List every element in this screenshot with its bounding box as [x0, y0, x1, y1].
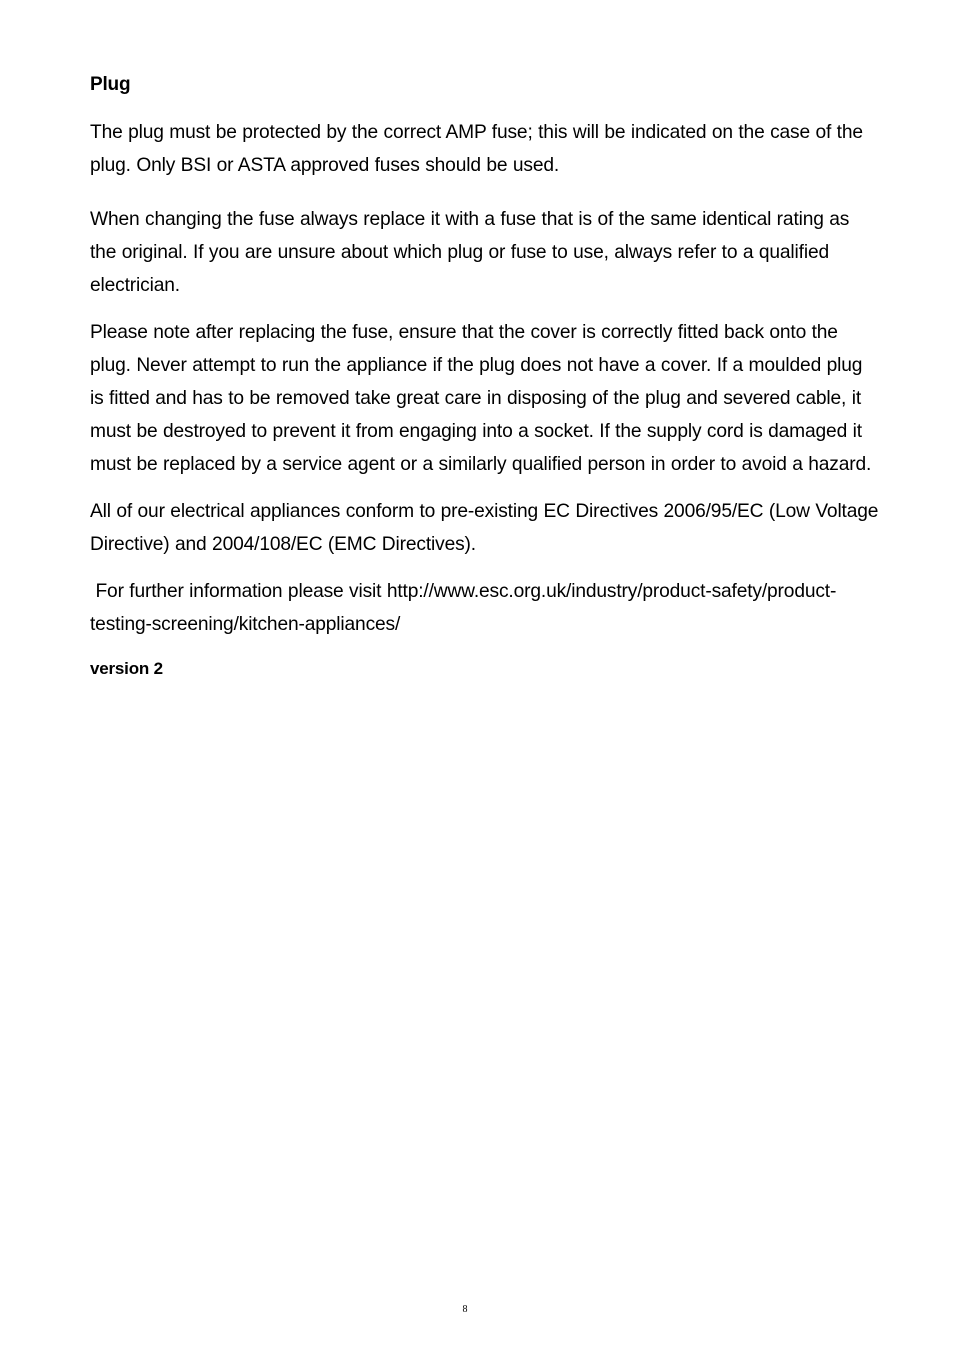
- paragraph-ec-directives: All of our electrical appliances conform to pre-existing EC Directives 2006/95/EC (Low Voltage Directive) and 2004/108/EC (EMC Directives).: [90, 501, 879, 555]
- section-heading: Plug: [90, 74, 131, 95]
- page-number: 8: [462, 1304, 468, 1315]
- paragraph-further-information: For further information please visit http://www.esc.org.uk/industry/product-safety/product-testing-screening/kitchen-appliances/: [90, 581, 837, 635]
- paragraph-fuse-protection: The plug must be protected by the correct AMP fuse; this will be indicated on the case of the plug. Only BSI or ASTA approved fuses should be used.: [90, 122, 863, 176]
- page-content: [90, 72, 880, 681]
- paragraph-changing-fuse: When changing the fuse always replace it with a fuse that is of the same identical rating as the original. If you are unsure about which plug or fuse to use, always refer to a qualified electrician.: [90, 209, 850, 296]
- version-label: version 2: [90, 659, 163, 678]
- paragraph-cover-and-moulded-plug: Please note after replacing the fuse, ensure that the cover is correctly fitted back onto the plug. Never attempt to run the appliance if the plug does not have a cover. If a moulded plug is fitted and has to be removed take great care in disposing of the plug and severed cable, it must be destroyed to prevent it from engaging into a socket. If the supply cord is damaged it must be replaced by a service agent or a similarly qualified person in order to avoid a hazard.: [90, 322, 872, 475]
